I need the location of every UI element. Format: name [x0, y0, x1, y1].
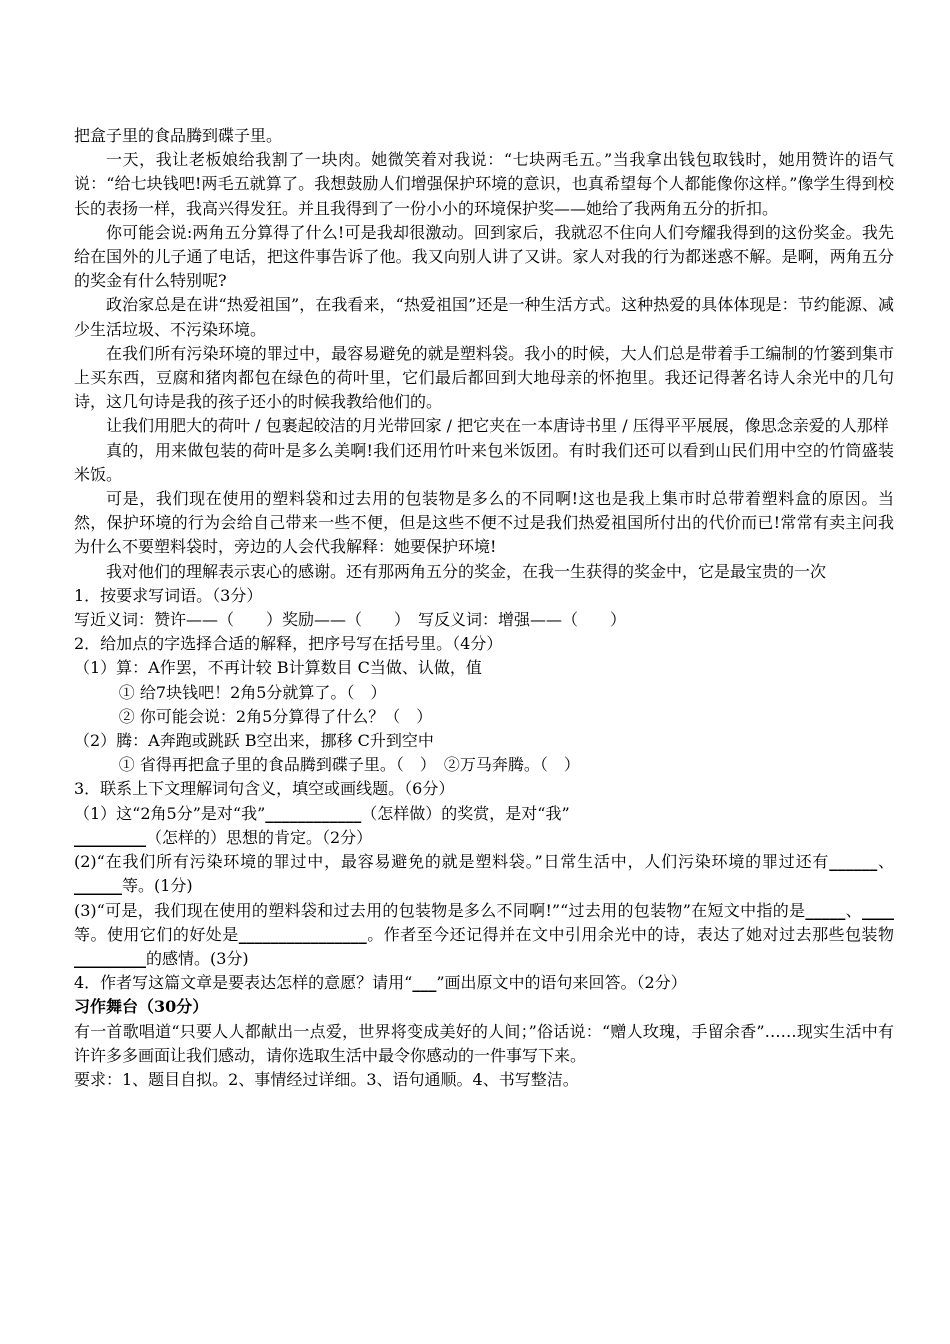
question-2-part-1-item-a: ① 给7块钱吧！2角5分就算了。（ ）: [118, 682, 387, 702]
question-2-part-1: （1）算：A作罢，不再计较 B计算数目 C当做、认做，值: [74, 658, 482, 678]
question-2-part-2: （2）腾：A奔跑或跳跃 B空出来，挪移 C升到空中: [74, 731, 434, 751]
passage-paragraph-2: 你可能会说:两角五分算得了什么!可是我却很激动。回到家后，我就忍不住向人们夸耀我得到的这份奖金。我先给在国外的儿子通了电话，把这件事告诉了他。我又向别人讲了又讲。家人对我的行为都迷惑不解。是啊，两角五分的奖金有什么特别呢?: [74, 222, 894, 291]
passage-paragraph-1: 一天，我让老板娘给我割了一块肉。她微笑着对我说：“七块两毛五。”当我拿出钱包取钱时，她用赞许的语气说：“给七块钱吧!两毛五就算了。我想鼓励人们增强保护环境的意识，也真希望每个人都能像你这样。”像学生得到校长的表扬一样，我高兴得发狂。并且我得到了一份小小的环境保护奖——她给了我两角五分的折扣。: [74, 150, 894, 218]
q3-p2-blank-2: ______: [74, 876, 122, 896]
question-2-title: 2．给加点的字选择合适的解释，把序号写在括号里。（4分）: [74, 634, 503, 654]
passage-paragraph-8: 我对他们的理解表示衷心的感谢。还有那两角五分的奖金，在我一生获得的奖金中，它是最宝贵的一次: [106, 561, 827, 581]
question-3-title: 3．联系上下文理解词句含义，填空或画线题。（6分）: [74, 779, 455, 799]
q4-text-a: 4．作者写这篇文章是要表达怎样的意愿？请用“: [74, 973, 413, 993]
q3-p3-text-d: 的感情。(3分): [146, 948, 249, 968]
q3-p3-text-b: 等。使用它们的好处是: [74, 924, 239, 944]
q3-p1-blank-1: ____________: [265, 803, 362, 823]
q3-p3-sep: 、: [845, 900, 862, 920]
q3-p2-sep: 、: [877, 852, 894, 872]
q3-p2-text-a: (2)“在我们所有污染环境的罪过中，最容易避免的就是塑料袋。”日常生活中，人们污染环境的罪过还有: [74, 852, 830, 872]
exam-document: [74, 124, 894, 1092]
passage-paragraph-3: 政治家总是在讲“热爱祖国”，在我看来，“热爱祖国”还是一种生活方式。这种热爱的具体体现是：节约能源、减少生活垃圾、不污染环境。: [74, 295, 894, 339]
question-2-part-2-items: ① 省得再把盒子里的食品腾到碟子里。（ ） ②万马奔腾。（ ）: [118, 755, 580, 775]
q3-p3-blank-3: ________________: [238, 924, 367, 944]
q3-p3-blank-1: _____: [805, 900, 846, 920]
question-3-part-3: [74, 899, 894, 972]
q4-underline-mark: ___: [412, 973, 437, 993]
question-2-part-1-item-b: ② 你可能会说：2角5分算得了什么？（ ）: [118, 706, 433, 726]
writing-prompt: 有一首歌唱道“只要人人都献出一点爱，世界将变成美好的人间；”俗话说：“赠人玫瑰，手留余香”……现实生活中有许许多多画面让我们感动，请你选取生活中最令你感动的一件事写下来。: [74, 1021, 894, 1065]
passage-paragraph-7: 可是，我们现在使用的塑料袋和过去用的包装物是多么的不同啊!这也是我上集市时总带着塑料盒的原因。当然，保护环境的行为会给自己带来一些不便，但是这些不便不过是我们热爱祖国所付出的代价而已!常常有卖主问我为什么不要塑料袋时，旁边的人会代我解释：她要保护环境!: [74, 489, 894, 557]
question-3-part-1: [74, 802, 894, 850]
question-1-line: 写近义词：赞许——（ ）奖励——（ ） 写反义词：增强——（ ）: [74, 610, 627, 630]
passage-paragraph-4: 在我们所有污染环境的罪过中，最容易避免的就是塑料袋。我小的时候，大人们总是带着手工编制的竹篓到集市上买东西，豆腐和猪肉都包在绿色的荷叶里，它们最后都回到大地母亲的怀抱里。我还记得著名诗人余光中的几句诗，这几句诗是我的孩子还小的时候我教给他们的。: [74, 343, 894, 412]
q3-p3-blank-4: _________: [74, 948, 146, 968]
q3-p3-blank-2: ____: [861, 900, 894, 920]
passage-line-0: 把盒子里的食品腾到碟子里。: [74, 126, 283, 145]
q3-p2-text-b: 等。(1分): [122, 876, 193, 896]
q3-p2-blank-1: ______: [829, 852, 878, 872]
q3-p1-text-a: （1）这“2角5分”是对“我”: [74, 803, 266, 823]
passage-paragraph-6: 真的，用来做包装的荷叶是多么美啊!我们还用竹叶来包米饭团。有时我们还可以看到山民们用中空的竹筒盛装米饭。: [74, 440, 894, 484]
writing-requirements: 要求：1、题目自拟。2、事情经过详细。3、语句通顺。4、书写整洁。: [74, 1069, 579, 1089]
question-4: [74, 971, 894, 995]
question-1-title: 1．按要求写词语。（3分）: [74, 585, 263, 605]
writing-heading: 习作舞台（30分）: [74, 997, 209, 1017]
q4-text-b: ”画出原文中的语句来回答。（2分）: [436, 973, 687, 993]
q3-p1-text-c: （怎样的）思想的肯定。（2分）: [146, 827, 373, 847]
poem-quote: 让我们用肥大的荷叶 / 包裹起皎洁的月光带回家 / 把它夹在一本唐诗书里 / 压得平平展展，像思念亲爱的人那样: [106, 416, 889, 436]
question-3-part-2: [74, 850, 894, 898]
q3-p3-text-c: 。作者至今还记得并在文中引用余光中的诗，表达了她对过去那些包装物: [366, 924, 894, 944]
q3-p3-text-a: (3)“可是，我们现在使用的塑料袋和过去用的包装物是多么不同啊!”“过去用的包装物”在短文中指的是: [74, 900, 806, 920]
q3-p1-text-b: （怎样做）的奖赏，是对“我”: [361, 803, 570, 823]
q3-p1-blank-2: _________: [74, 827, 146, 847]
